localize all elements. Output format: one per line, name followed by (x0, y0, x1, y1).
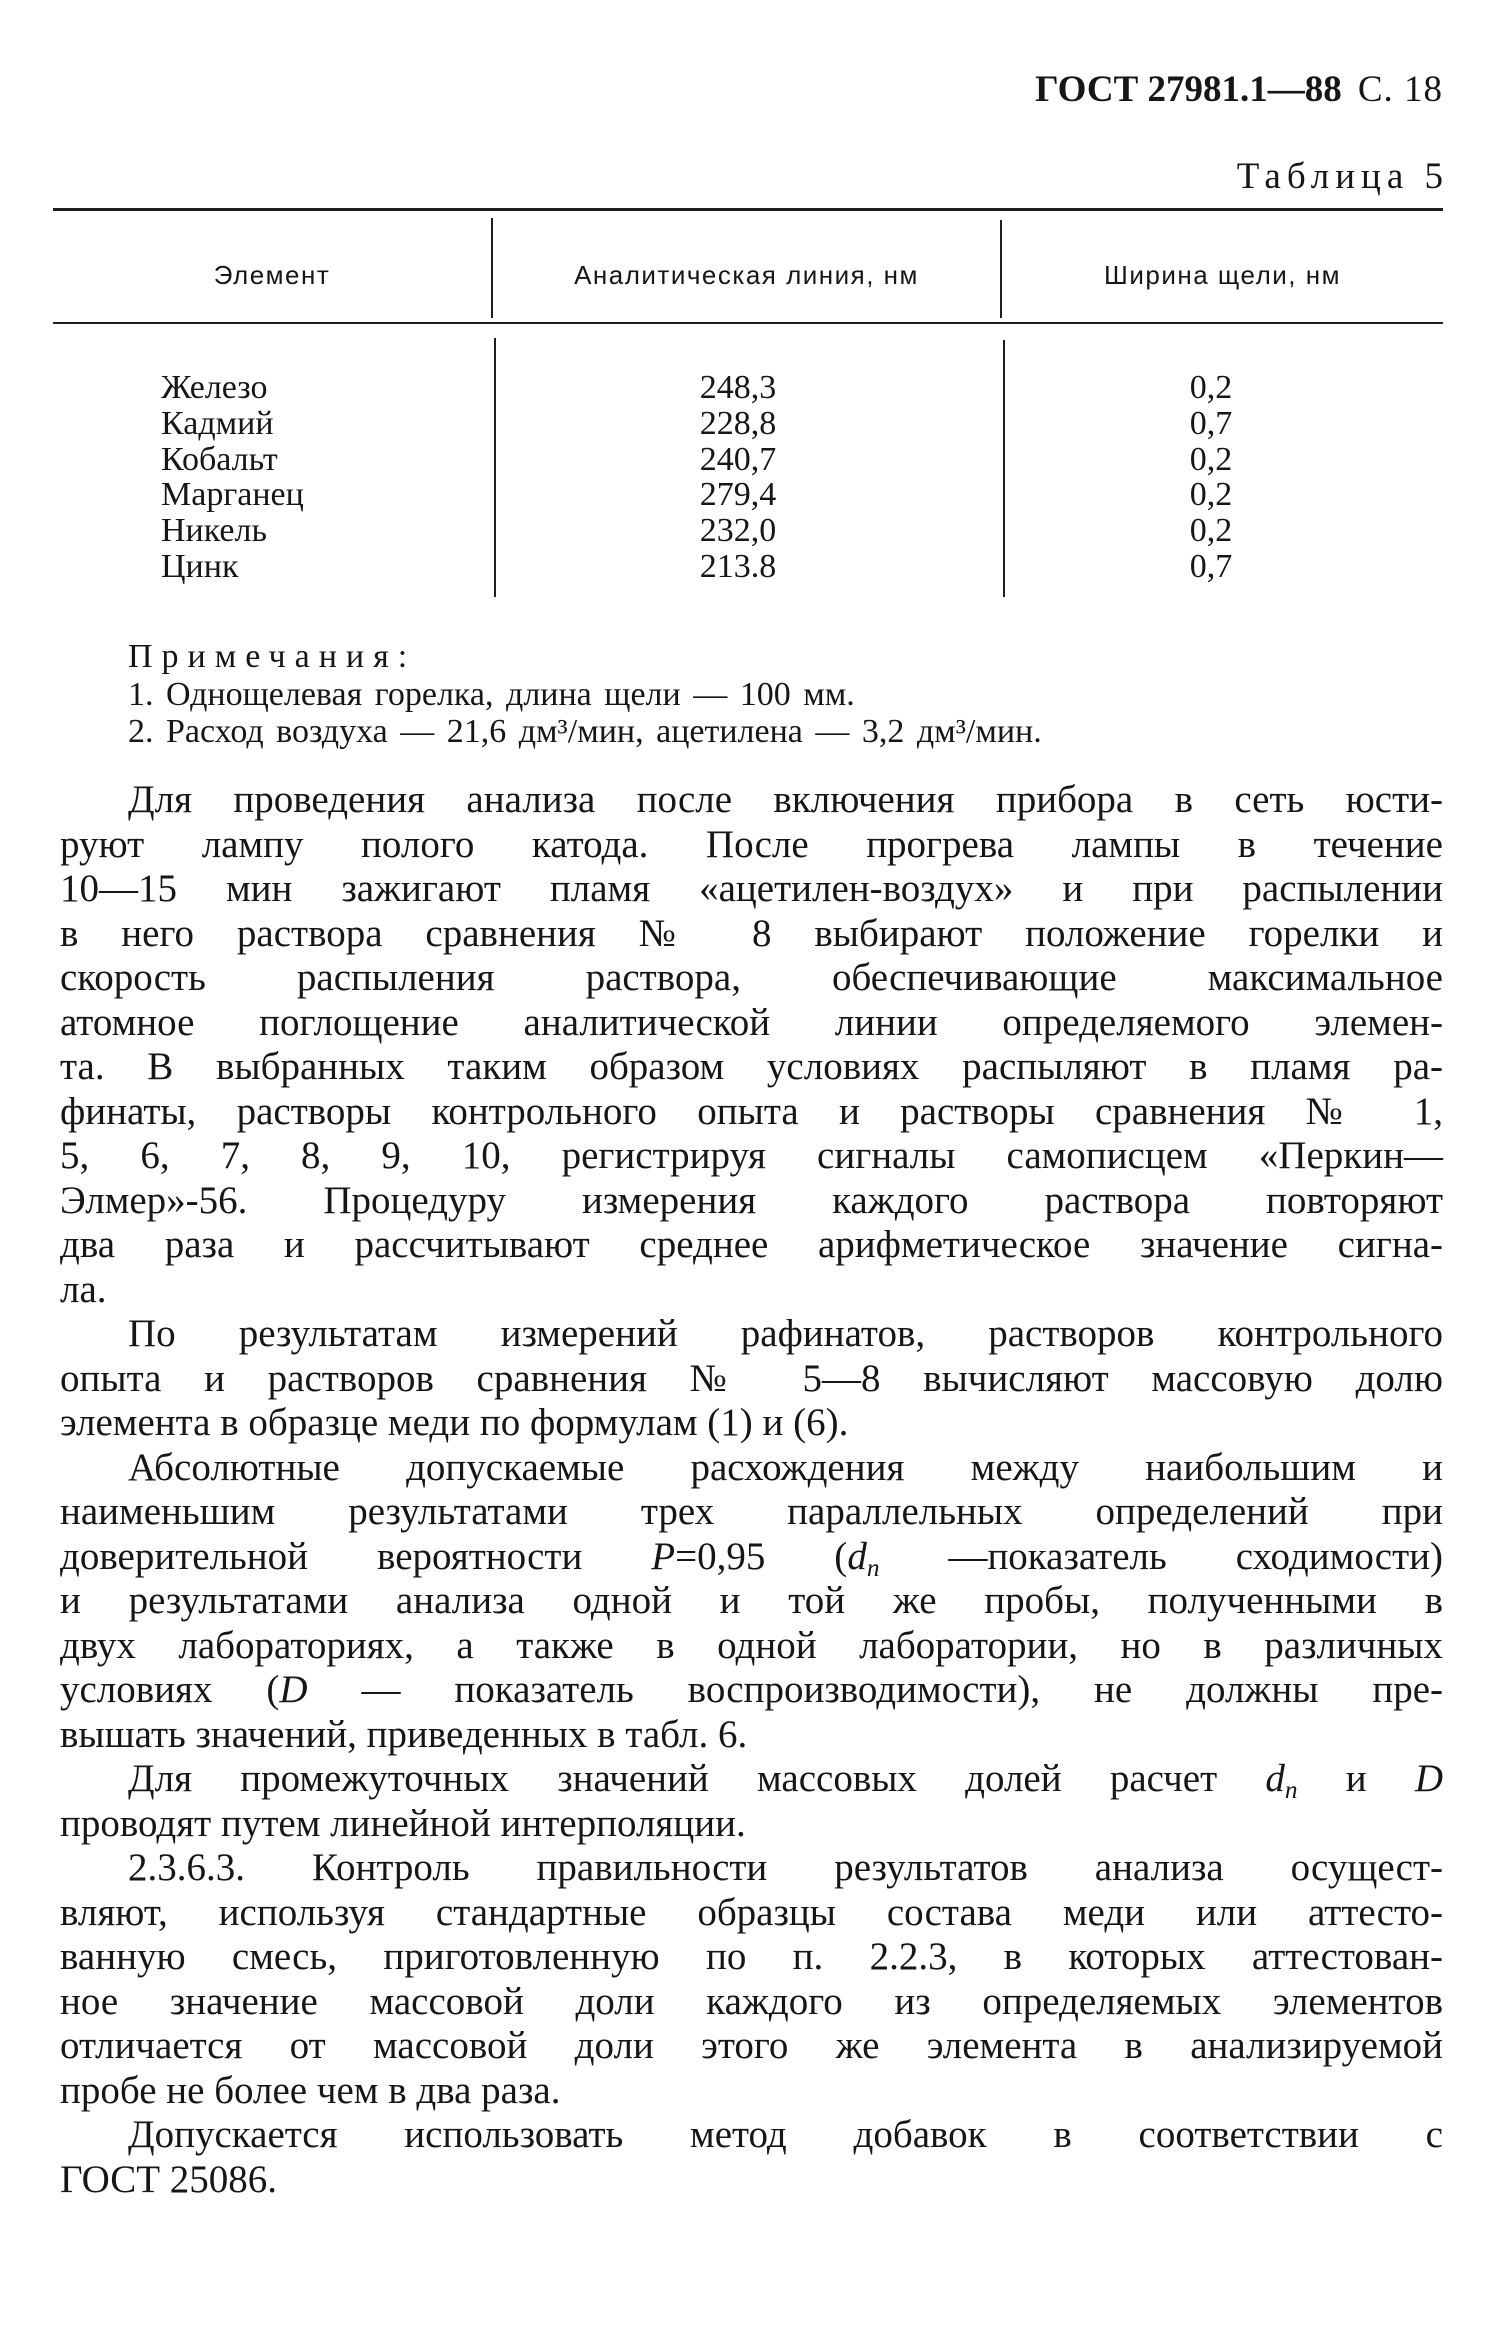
text-line: скорость распыления раствора, обеспечивающие максимальное (60, 956, 1443, 999)
text-line: ла. (60, 1267, 107, 1311)
text-line: 10—15 мин зажигают пламя «ацетилен-воздух» и при распылении (60, 867, 1443, 910)
text-line: проводят путем линейной интерполяции. (60, 1801, 746, 1845)
slit-width-value: 0,2 (1189, 512, 1233, 550)
text-line: Допускается использовать метод добавок в соответствии с (128, 2113, 1443, 2156)
math-subscript: n (866, 1553, 880, 1582)
paragraph (60, 1846, 1443, 2113)
math-variable: D (1414, 1757, 1443, 1800)
slit-width-value: 0,2 (1189, 476, 1233, 514)
note-item: 2. Расход воздуха — 21,6 дм³/мин, ацетилена — 3,2 дм³/мин. (128, 713, 1042, 751)
paragraph (60, 1312, 1443, 1446)
analytical-line-value: 213.8 (699, 547, 777, 585)
document-code: ГОСТ 27981.1—88 (1035, 69, 1342, 110)
math-subscript: n (1284, 1776, 1298, 1805)
text-line: двух лабораториях, а также в одной лаборатории, но в различных (60, 1623, 1443, 1667)
text-line: наименьшим результатами трех параллельных определений при (60, 1490, 1443, 1533)
notes-heading: Примечания: (128, 638, 417, 675)
element-name: Железо (161, 369, 268, 406)
text-segment: условиях ( (60, 1668, 280, 1711)
math-variable: d (847, 1534, 867, 1578)
body-text (60, 778, 1443, 2202)
column-header-analytical-line: Аналитическая линия, нм (574, 260, 919, 290)
math-variable: D (279, 1668, 308, 1711)
note-item: 1. Однощелевая горелка, длина щели — 100 мм. (128, 675, 855, 713)
text-line: финаты, растворы контрольного опыта и растворы сравнения № 1, (60, 1089, 1443, 1133)
table-top-rule (53, 208, 1443, 211)
element-name: Цинк (161, 547, 239, 585)
analytical-line-value: 228,8 (699, 404, 777, 442)
text-line: в него раствора сравнения № 8 выбирают положение горелки и (60, 911, 1443, 955)
column-header-element: Элемент (213, 260, 331, 290)
slit-width-value: 0,7 (1189, 547, 1233, 585)
paragraph (60, 2113, 1443, 2202)
table-row (0, 370, 1503, 406)
table-row (0, 549, 1503, 585)
table-notes (128, 638, 1042, 751)
text-segment: и (1297, 1757, 1415, 1800)
text-segment: Для промежуточных значений массовых долей расчет (128, 1757, 1266, 1800)
text-line (60, 1535, 1443, 1580)
analytical-line-value: 232,0 (699, 512, 777, 550)
element-name: Марганец (161, 476, 304, 514)
text-line: Для проведения анализа после включения прибора в сеть юсти- (128, 778, 1443, 821)
text-line: та. В выбранных таким образом условиях распыляют в пламя ра- (60, 1045, 1443, 1088)
column-header-slit-width: Ширина щели, нм (1104, 260, 1341, 290)
table-row (0, 513, 1503, 549)
analytical-line-value: 248,3 (699, 369, 777, 406)
slit-width-value: 0,2 (1189, 369, 1233, 406)
paragraph (60, 1446, 1443, 1758)
text-segment: =0,95 ( (675, 1534, 848, 1578)
math-variable: d (1265, 1757, 1285, 1800)
text-line: опыта и растворов сравнения № 5—8 вычисляют массовую долю (60, 1356, 1443, 1400)
element-name: Никель (161, 512, 267, 550)
table-body (0, 370, 1503, 585)
text-line: ГОСТ 25086. (60, 2157, 278, 2201)
text-line: ное значение массовой доли каждого из определяемых элементов (60, 1979, 1443, 2023)
analytical-line-value: 279,4 (699, 476, 777, 514)
slit-width-value: 0,7 (1189, 404, 1233, 442)
element-name: Кобальт (161, 440, 278, 478)
table-row (0, 406, 1503, 442)
running-head (1035, 68, 1443, 112)
table-header-rule (53, 322, 1443, 324)
text-line: пробе не более чем в два раза. (60, 2068, 561, 2112)
math-variable: P (651, 1534, 676, 1578)
text-line: руют лампу полого катода. После прогрева лампы в течение (60, 822, 1443, 866)
text-line: 2.3.6.3. Контроль правильности результатов анализа осущест- (128, 1846, 1443, 1889)
text-line: ванную смесь, приготовленную по п. 2.2.3, в которых аттестован- (60, 1935, 1443, 1978)
text-line: Элмер»-56. Процедуру измерения каждого раствора повторяют (60, 1178, 1443, 1222)
table-row (0, 442, 1503, 478)
text-segment: —показатель сходимости) (879, 1534, 1444, 1578)
table-row (0, 477, 1503, 513)
text-line: Абсолютные допускаемые расхождения между наибольшим и (128, 1445, 1443, 1489)
text-line: По результатам измерений рафинатов, растворов контрольного (128, 1312, 1443, 1355)
text-segment: — показатель воспроизводимости), не должны пре- (307, 1668, 1444, 1711)
text-line (60, 1668, 1443, 1713)
paragraph (60, 778, 1443, 1312)
text-line: вышать значений, приведенных в табл. 6. (60, 1712, 748, 1756)
text-line: вляют, используя стандартные образцы состава меди или аттесто- (60, 1890, 1443, 1934)
text-line: два раза и рассчитывают среднее арифметическое значение сигна- (60, 1223, 1443, 1266)
text-line: отличается от массовой доли этого же элемента в анализируемой (60, 2024, 1443, 2067)
page-number: С. 18 (1357, 69, 1443, 110)
paragraph (60, 1757, 1443, 1846)
analytical-line-value: 240,7 (699, 440, 777, 478)
text-line: элемента в образце меди по формулам (1) и (6). (60, 1401, 849, 1444)
text-segment: доверительной вероятности (60, 1534, 652, 1578)
text-line (60, 1757, 1443, 1805)
text-line: и результатами анализа одной и той же пробы, полученными в (60, 1579, 1443, 1622)
slit-width-value: 0,2 (1189, 440, 1233, 478)
text-line: 5, 6, 7, 8, 9, 10, регистрируя сигналы самописцем «Перкин— (60, 1134, 1443, 1177)
table-caption: Таблица 5 (1236, 156, 1449, 197)
text-line: атомное поглощение аналитической линии определяемого элемен- (60, 1000, 1443, 1044)
element-name: Кадмий (161, 404, 274, 442)
